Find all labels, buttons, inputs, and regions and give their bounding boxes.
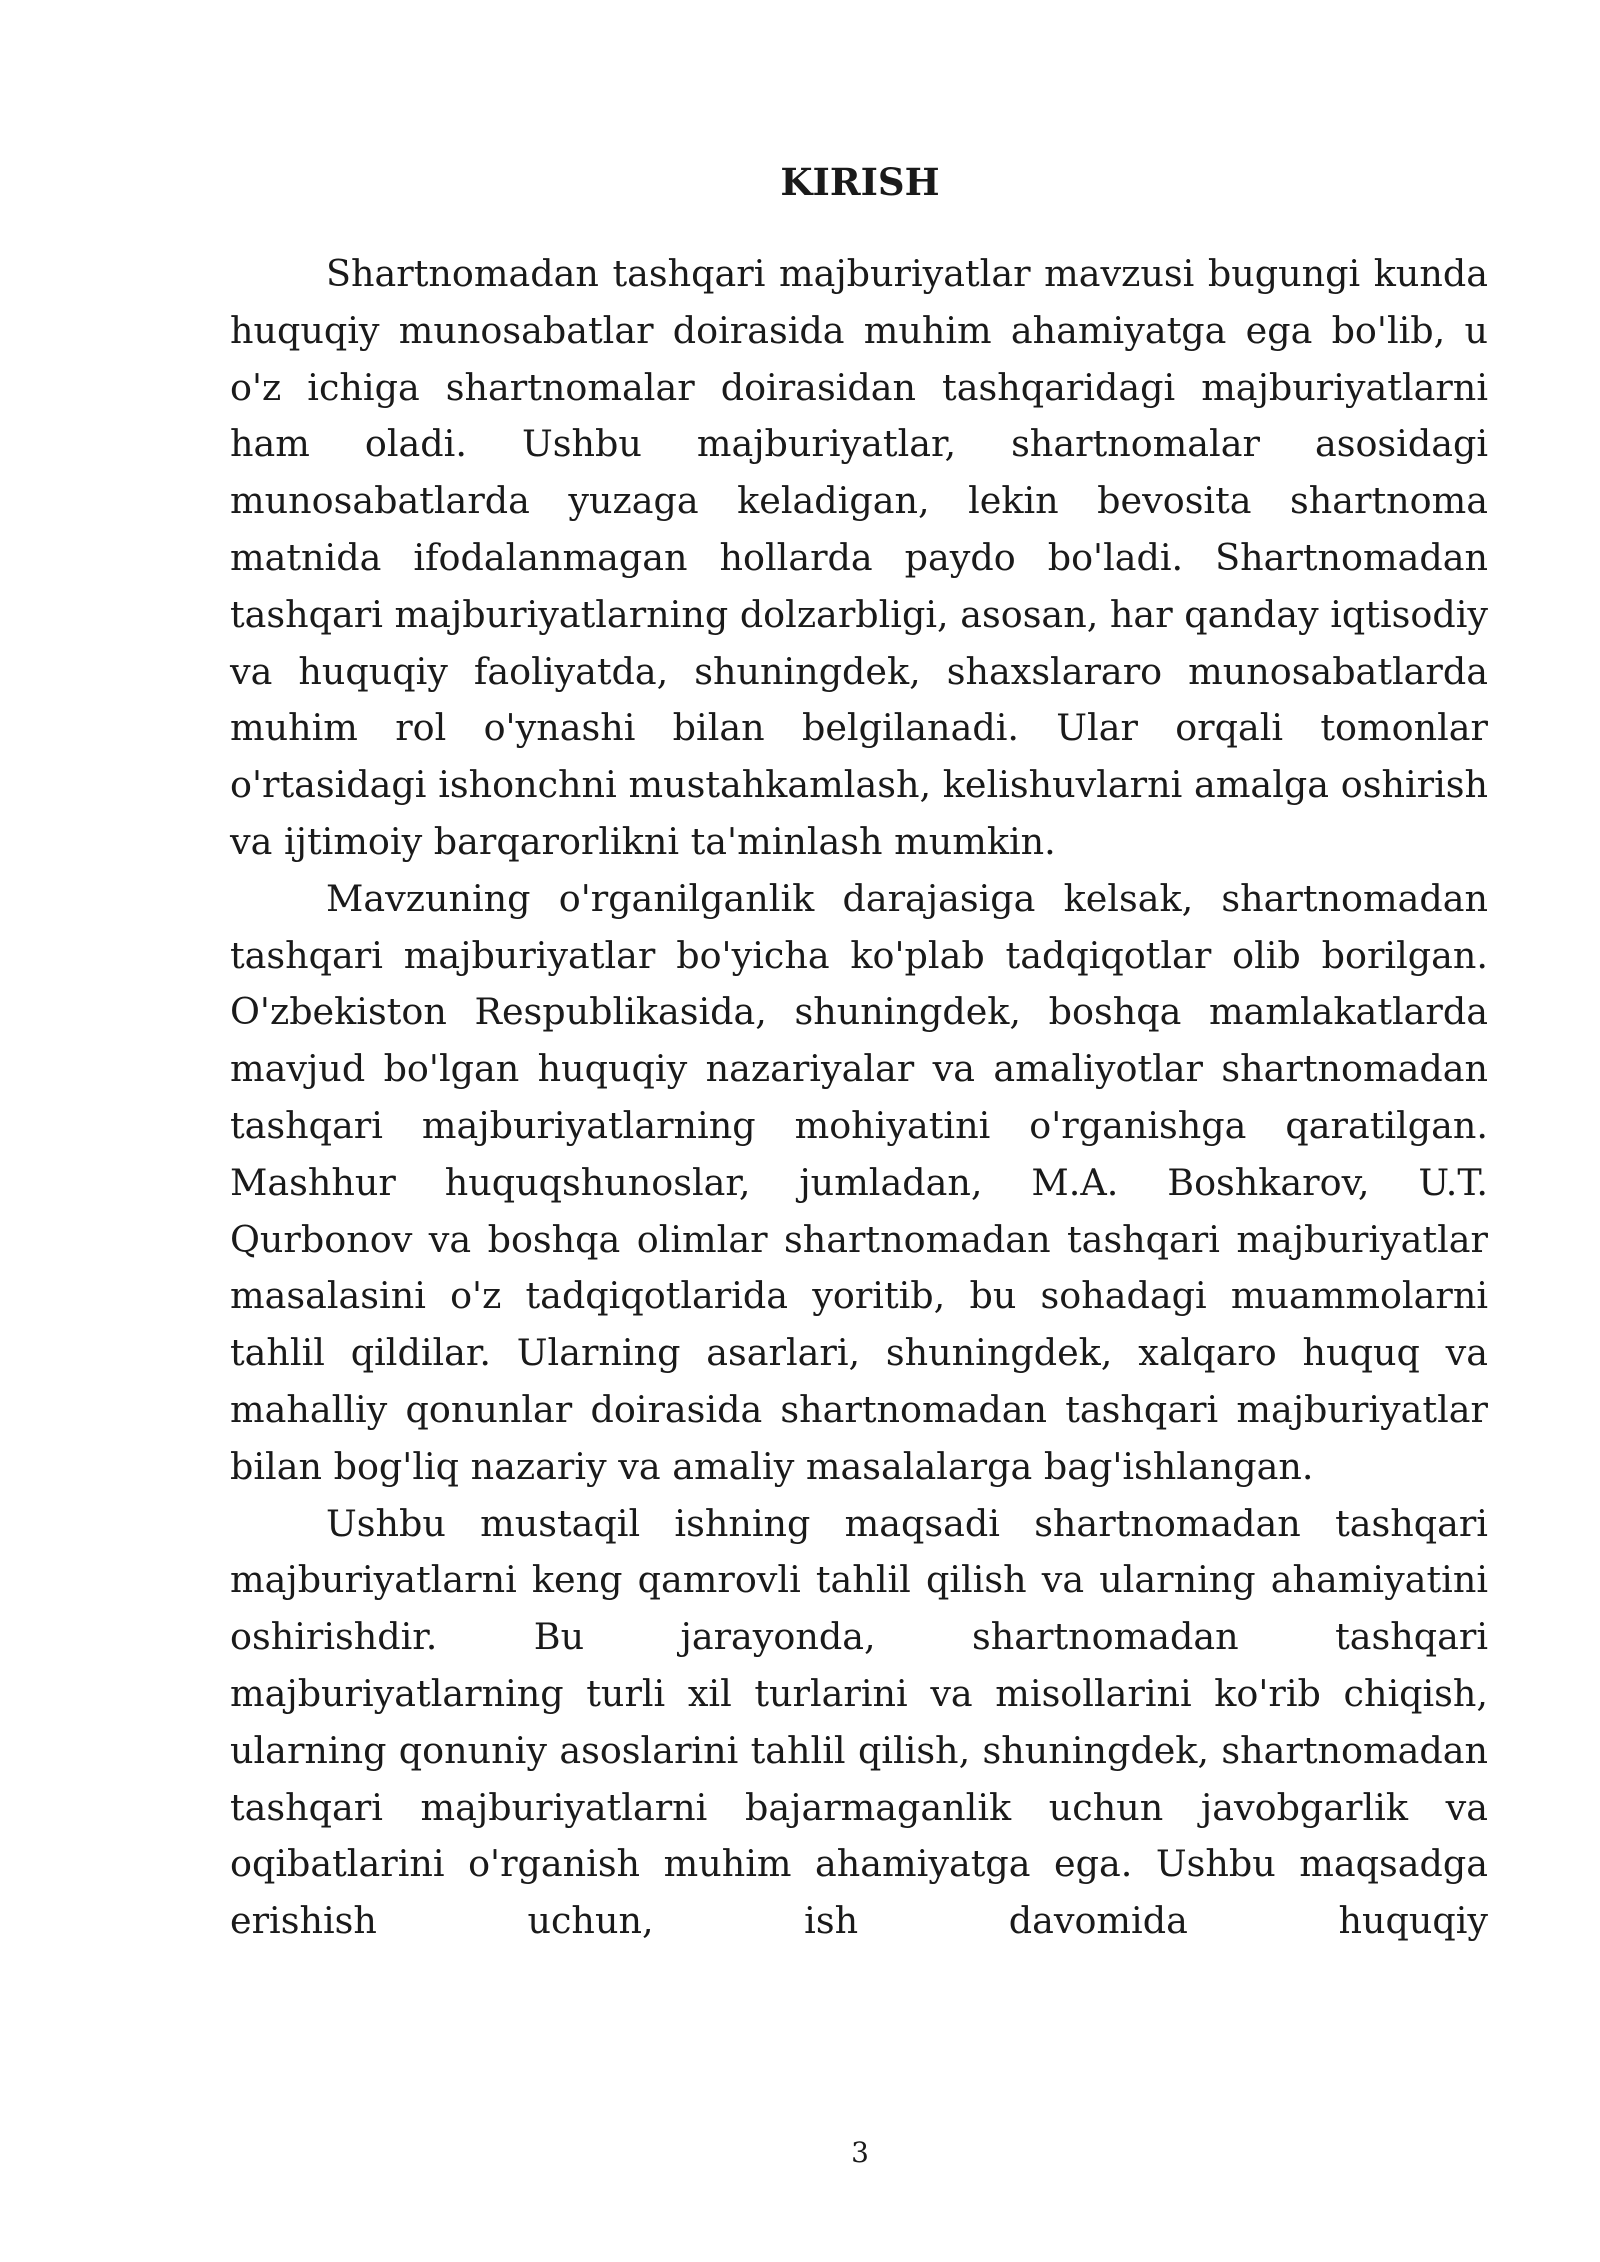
paragraph-2: Mavzuning o'rganilganlik darajasiga kelsak, shartnomadan tashqari majburiyatlar bo'yicha ko'plab tadqiqotlar olib borilgan. O'zbekiston Respublikasida, shuningdek, boshqa mamlakatlarda mavjud bo'lgan huquqiy nazariyalar va amaliyotlar shartnomadan tashqari majburiyatlarning mohiyatini o'rganishga qaratilgan. Mashhur huquqshunoslar, jumladan, M.A. Boshkarov, U.T. Qurbonov va boshqa olimlar shartnomadan tashqari majburiyatlar masalasini o'z tadqiqotlarida yoritib, bu sohadagi muammolarni tahlil qildilar. Ularning asarlari, shuningdek, xalqaro huquq va mahalliy qonunlar doirasida shartnomadan tashqari majburiyatlar bilan bog'liq nazariy va amaliy masalalarga bag'ishlangan. [230,876,1488,1488]
paragraph-1: Shartnomadan tashqari majburiyatlar mavzusi bugungi kunda huquqiy munosabatlar doirasida muhim ahamiyatga ega bo'lib, u o'z ichiga shartnomalar doirasidan tashqaridagi majburiyatlarni ham oladi. Ushbu majburiyatlar, shartnomalar asosidagi munosabatlarda yuzaga keladigan, lekin bevosita shartnoma matnida ifodalanmagan hollarda paydo bo'ladi. Shartnomadan tashqari majburiyatlarning dolzarbligi, asosan, har qanday iqtisodiy va huquqiy faoliyatda, shuningdek, shaxslararo munosabatlarda muhim rol o'ynashi bilan belgilanadi. Ular orqali tomonlar o'rtasidagi ishonchni mustahkamlash, kelishuvlarni amalga oshirish va ijtimoiy barqarorlikni ta'minlash mumkin. [230,252,1488,863]
section-title: KIRISH [780,160,940,204]
body-text [230,246,1488,1950]
paragraph-3: Ushbu mustaqil ishning maqsadi shartnomadan tashqari majburiyatlarni keng qamrovli tahlil qilish va ularning ahamiyatini oshirishdir. Bu jarayonda, shartnomadan tashqari majburiyatlarning turli xil turlarini va misollarini ko'rib chiqish, ularning qonuniy asoslarini tahlil qilish, shuningdek, shartnomadan tashqari majburiyatlarni bajarmaganlik uchun javobgarlik va oqibatlarini o'rganish muhim ahamiyatga ega. Ushbu maqsadga erishish uchun, ish davomida huquqiy [230,1501,1488,1943]
page-number: 3 [851,2136,869,2169]
